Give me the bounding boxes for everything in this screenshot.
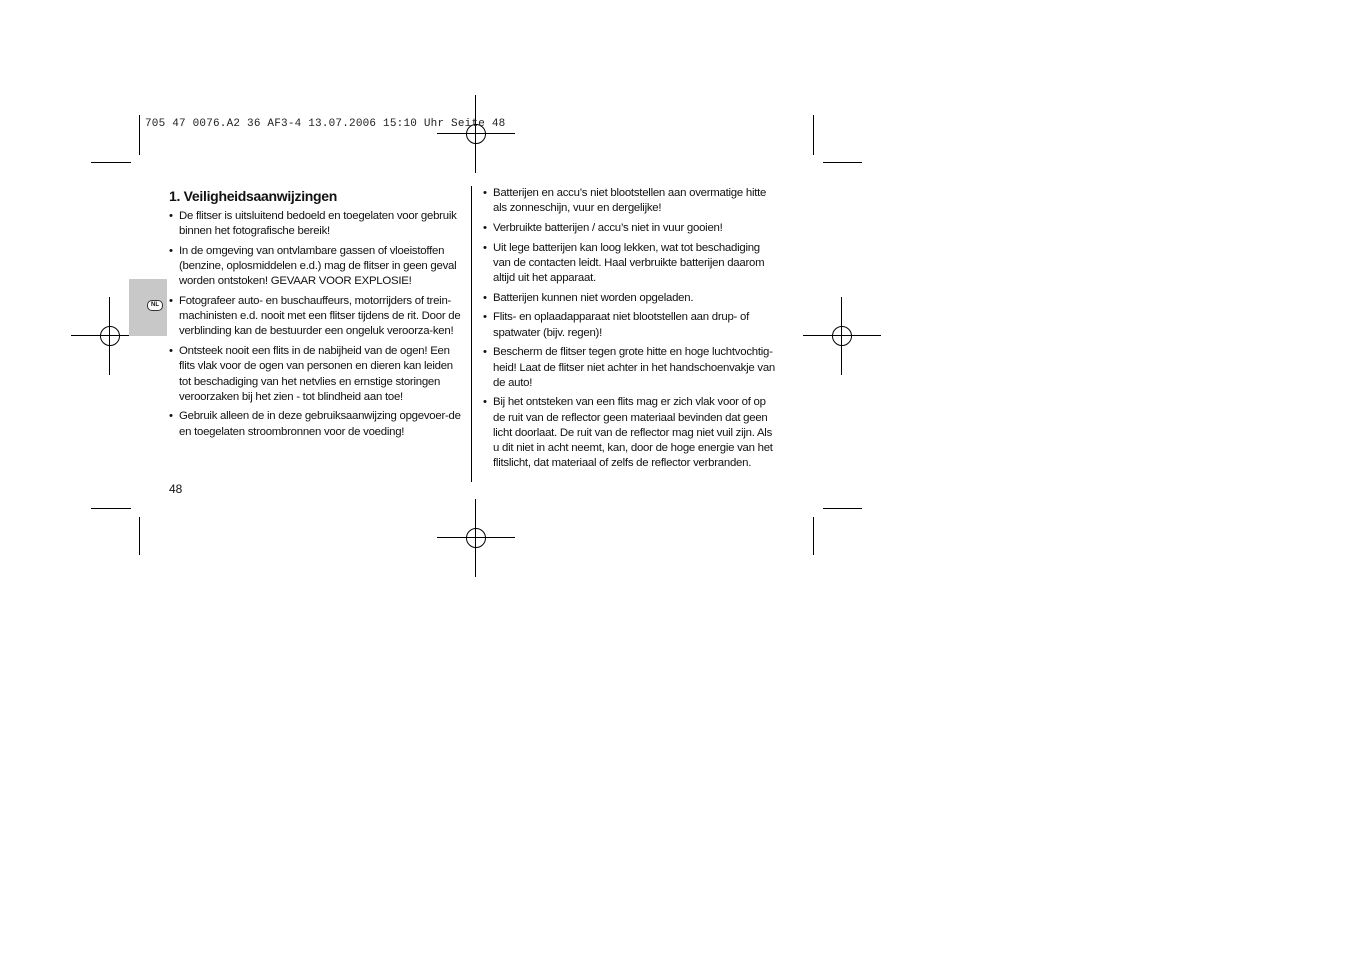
registration-mark-top (437, 95, 515, 173)
list-item: • Batterijen en accu’s niet blootstellen aan overmatige hitte als zonneschijn, vuur en dergelijke! (483, 186, 779, 216)
crop-mark-top-left-vertical (139, 115, 140, 155)
crop-mark-top-right-vertical (813, 115, 814, 155)
list-item: • Bescherm de flitser tegen grote hitte en hoge luchtvochtig-heid! Laat de flitser niet achter in het handschoenvakje van de auto! (483, 345, 779, 391)
list-item: • Flits- en oplaadapparaat niet blootstellen aan drup- of spatwater (bijv. regen)! (483, 310, 779, 340)
registration-mark-bottom (437, 499, 515, 577)
list-item: • Bij het ontsteken van een flits mag er zich vlak voor of op de ruit van de reflector geen materiaal bevinden dat geen licht doorlaat. De ruit van de reflector mag niet vuil zijn. Als u dit niet in acht neemt, kan, door de hoge energie van het flitslicht, dat materiaal of zelfs de reflector verbranden. (483, 395, 779, 471)
crop-mark-top-right-horizontal (823, 162, 862, 163)
list-item: • Gebruik alleen de in deze gebruiksaanwijzing opgevoer-de en toegelaten stroombronnen voor de voeding! (169, 409, 465, 439)
crop-mark-bottom-right-horizontal (823, 508, 862, 509)
list-item: • Batterijen kunnen niet worden opgeladen. (483, 291, 779, 306)
list-item: • De flitser is uitsluitend bedoeld en toegelaten voor gebruik binnen het fotografische bereik! (169, 209, 465, 239)
right-bullet-list (483, 186, 779, 471)
registration-mark-right (803, 297, 881, 375)
list-item: • Fotografeer auto- en buschauffeurs, motorrijders of trein-machinisten e.d. nooit met een flitser tijdens de rit. Door de verblinding kan de bestuurder een ongeluk veroorza-ken! (169, 294, 465, 340)
right-column (483, 186, 779, 476)
crop-mark-bottom-left-horizontal (91, 508, 131, 509)
page-number: 48 (169, 482, 183, 496)
list-item: • Verbruikte batterijen / accu’s niet in vuur gooien! (483, 221, 779, 236)
crop-mark-bottom-left-vertical (139, 517, 140, 555)
list-item: • Uit lege batterijen kan loog lekken, wat tot beschadiging van de contacten leidt. Haal verbruikte batterijen daarom altijd uit het apparaat. (483, 241, 779, 287)
left-bullet-list (169, 209, 465, 440)
left-column (169, 188, 465, 444)
column-divider (471, 186, 472, 482)
list-item: • Ontsteek nooit een flits in de nabijheid van de ogen! Een flits vlak voor de ogen van personen en dieren kan leiden tot beschadiging van het netvlies en ernstige storingen veroorzaken bij het zien - tot blindheid aan toe! (169, 344, 465, 405)
crop-mark-bottom-right-vertical (813, 517, 814, 555)
crop-mark-top-left-horizontal (91, 162, 131, 163)
section-title: 1. Veiligheidsaanwijzingen (169, 188, 338, 204)
print-slug-line: 705 47 0076.A2 36 AF3-4 13.07.2006 15:10 Uhr Seite 48 (145, 118, 506, 130)
list-item: • In de omgeving van ontvlambare gassen of vloeistoffen (benzine, oplosmiddelen e.d.) mag de flitser in geen geval worden ontstoken! GEVAAR VOOR EXPLOSIE! (169, 244, 465, 290)
language-badge: NL (147, 300, 163, 311)
